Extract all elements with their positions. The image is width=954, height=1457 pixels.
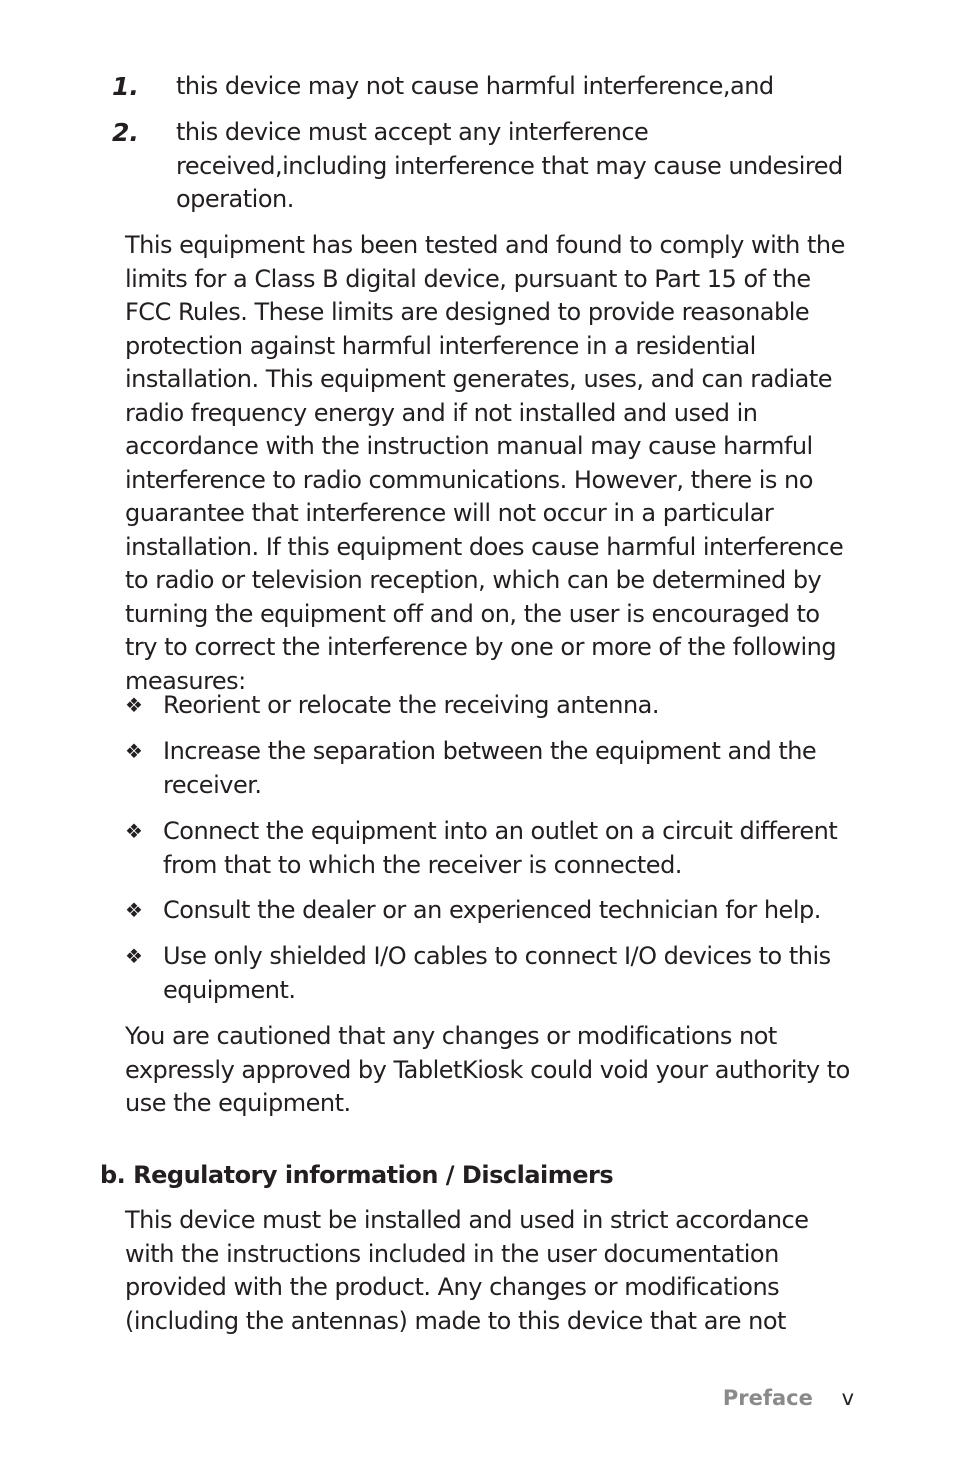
bullet-text: Consult the dealer or an experienced technician for help. <box>163 896 821 924</box>
page-number: v <box>841 1386 854 1410</box>
item-number: 2. <box>112 118 139 147</box>
diamond-bullet-icon: ❖ <box>125 739 143 763</box>
bullet-text: Use only shielded I/O cables to connect I/O devices to this equipment. <box>163 942 831 1004</box>
diamond-bullet-icon: ❖ <box>125 819 143 843</box>
bullet-text: Reorient or relocate the receiving antenna. <box>163 691 659 719</box>
diamond-bullet-icon: ❖ <box>125 944 143 968</box>
fcc-paragraph: This equipment has been tested and found to comply with the limits for a Class B digital device, pursuant to Part 15 of the FCC Rules. These limits are designed to provide reasonable protection against harmful interference in a residential installation. This equipment generates, uses, and can radiate radio frequency energy and if not installed and used in accordance with the instruction manual may cause harmful interference to radio communications. However, there is no guarantee that interference will not occur in a particular installation. If this equipment does cause harmful interference to radio or television reception, which can be determined by turning the equipment off and on, the user is encouraged to try to correct the interference by one or more of the following measures: <box>125 231 845 695</box>
item-text: this device must accept any interference received,including interference that may cause undesired operation. <box>176 118 843 213</box>
item-text: this device may not cause harmful interference,and <box>176 72 774 100</box>
diamond-bullet-icon: ❖ <box>125 898 143 922</box>
bullet-text: Increase the separation between the equipment and the receiver. <box>163 737 817 799</box>
bullet-text: Connect the equipment into an outlet on a circuit different from that to which the receiver is connected. <box>163 817 838 879</box>
caution-paragraph: You are cautioned that any changes or modifications not expressly approved by TabletKiosk could void your authority to use the equipment. <box>125 1022 850 1117</box>
diamond-bullet-icon: ❖ <box>125 693 143 717</box>
regulatory-paragraph: This device must be installed and used in strict accordance with the instructions included in the user documentation provided with the product. Any changes or modifications (including the antennas) made to this device that are not <box>125 1206 809 1335</box>
footer-section-label: Preface <box>722 1386 813 1410</box>
page-footer <box>723 1384 854 1412</box>
section-heading: b. Regulatory information / Disclaimers <box>100 1161 614 1189</box>
item-number: 1. <box>112 72 139 101</box>
